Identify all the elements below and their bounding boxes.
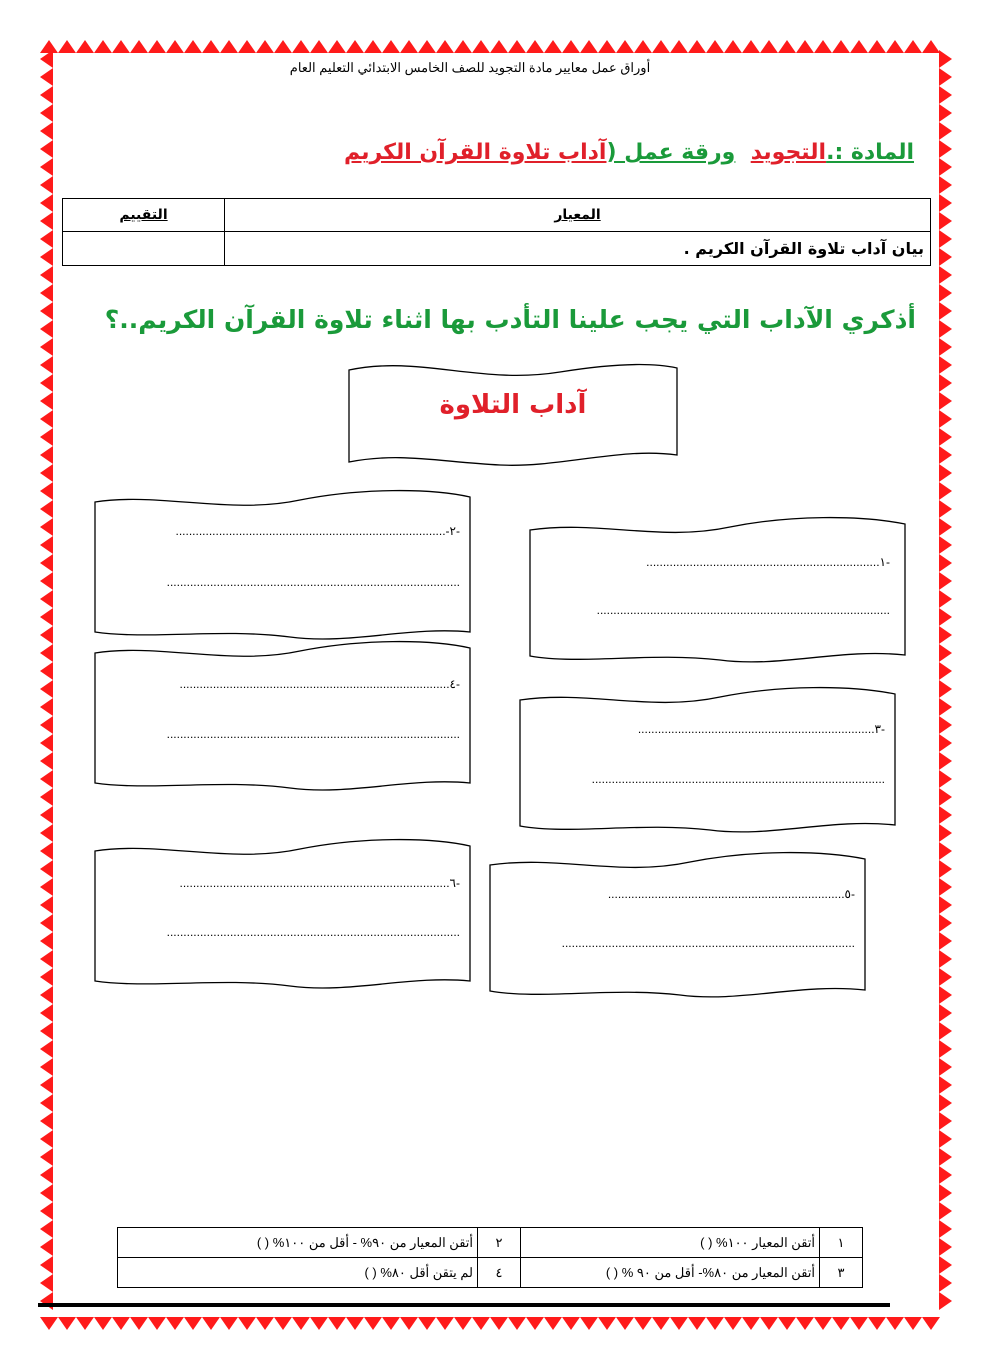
box-5-shape [490,853,865,997]
scale-number: ٣ [820,1258,863,1288]
box-2-line-1[interactable]: -٢-................................................................................. [175,524,460,538]
sheet-value: آداب تلاوة القرآن الكريم [343,140,607,165]
question-text: أذكري الآداب التي يجب علينا التأدب بها اثناء تلاوة القرآن الكريم..؟ [104,305,916,334]
rating-scale-table [117,1227,863,1288]
box-5-line-1[interactable]: -٥....................................................................... [607,887,855,901]
criterion-cell: بيان آداب تلاوة القرآن الكريم . [225,232,931,266]
box-3-line-2[interactable]: ........................................................................................ [591,772,885,786]
scale-text: لم يتقن أقل ٨٠% ( ) [118,1258,478,1288]
box-1-line-1[interactable]: -١...................................................................... [646,555,890,569]
criterion-header: المعيار [225,199,931,232]
box-2-line-2[interactable]: ........................................................................................ [166,575,460,589]
box-4-line-2[interactable]: ........................................................................................ [166,727,460,741]
evaluation-header: التقييم [63,199,225,232]
box-6-line-2[interactable]: ........................................................................................ [166,925,460,939]
scale-text: أتقن المعيار ١٠٠% ( ) [521,1228,820,1258]
table-row [118,1228,863,1258]
box-4-shape [95,642,470,790]
subject-value: التجويد [750,140,827,165]
box-6-line-1[interactable]: -٦................................................................................. [179,876,460,890]
scale-number: ٢ [478,1228,521,1258]
box-3-line-1[interactable]: -٣....................................................................... [637,722,885,736]
scale-text: أتقن المعيار من ٨٠%- أقل من ٩٠ % ( ) [521,1258,820,1288]
center-title: آداب التلاوة [439,390,587,420]
page-header: أوراق عمل معايير مادة التجويد للصف الخامس الابتدائي التعليم العام [289,60,651,75]
scale-number: ١ [820,1228,863,1258]
box-4-line-1[interactable]: -٤................................................................................. [179,677,460,691]
box-3-shape [520,688,895,832]
scale-text: أتقن المعيار من ٩٠% - أقل من ١٠٠% ( ) [118,1228,478,1258]
table-row [118,1258,863,1288]
box-6-shape [95,840,470,988]
subject-label: المادة :. [826,140,914,165]
sheet-label: ورقة عمل ( [606,140,736,165]
box-1-shape [530,518,905,662]
box-2-shape [95,491,470,639]
bottom-rule [38,1303,890,1307]
box-5-line-2[interactable]: ........................................................................................ [561,936,855,950]
box-1-line-2[interactable]: ........................................................................................ [596,603,890,617]
scale-number: ٤ [478,1258,521,1288]
